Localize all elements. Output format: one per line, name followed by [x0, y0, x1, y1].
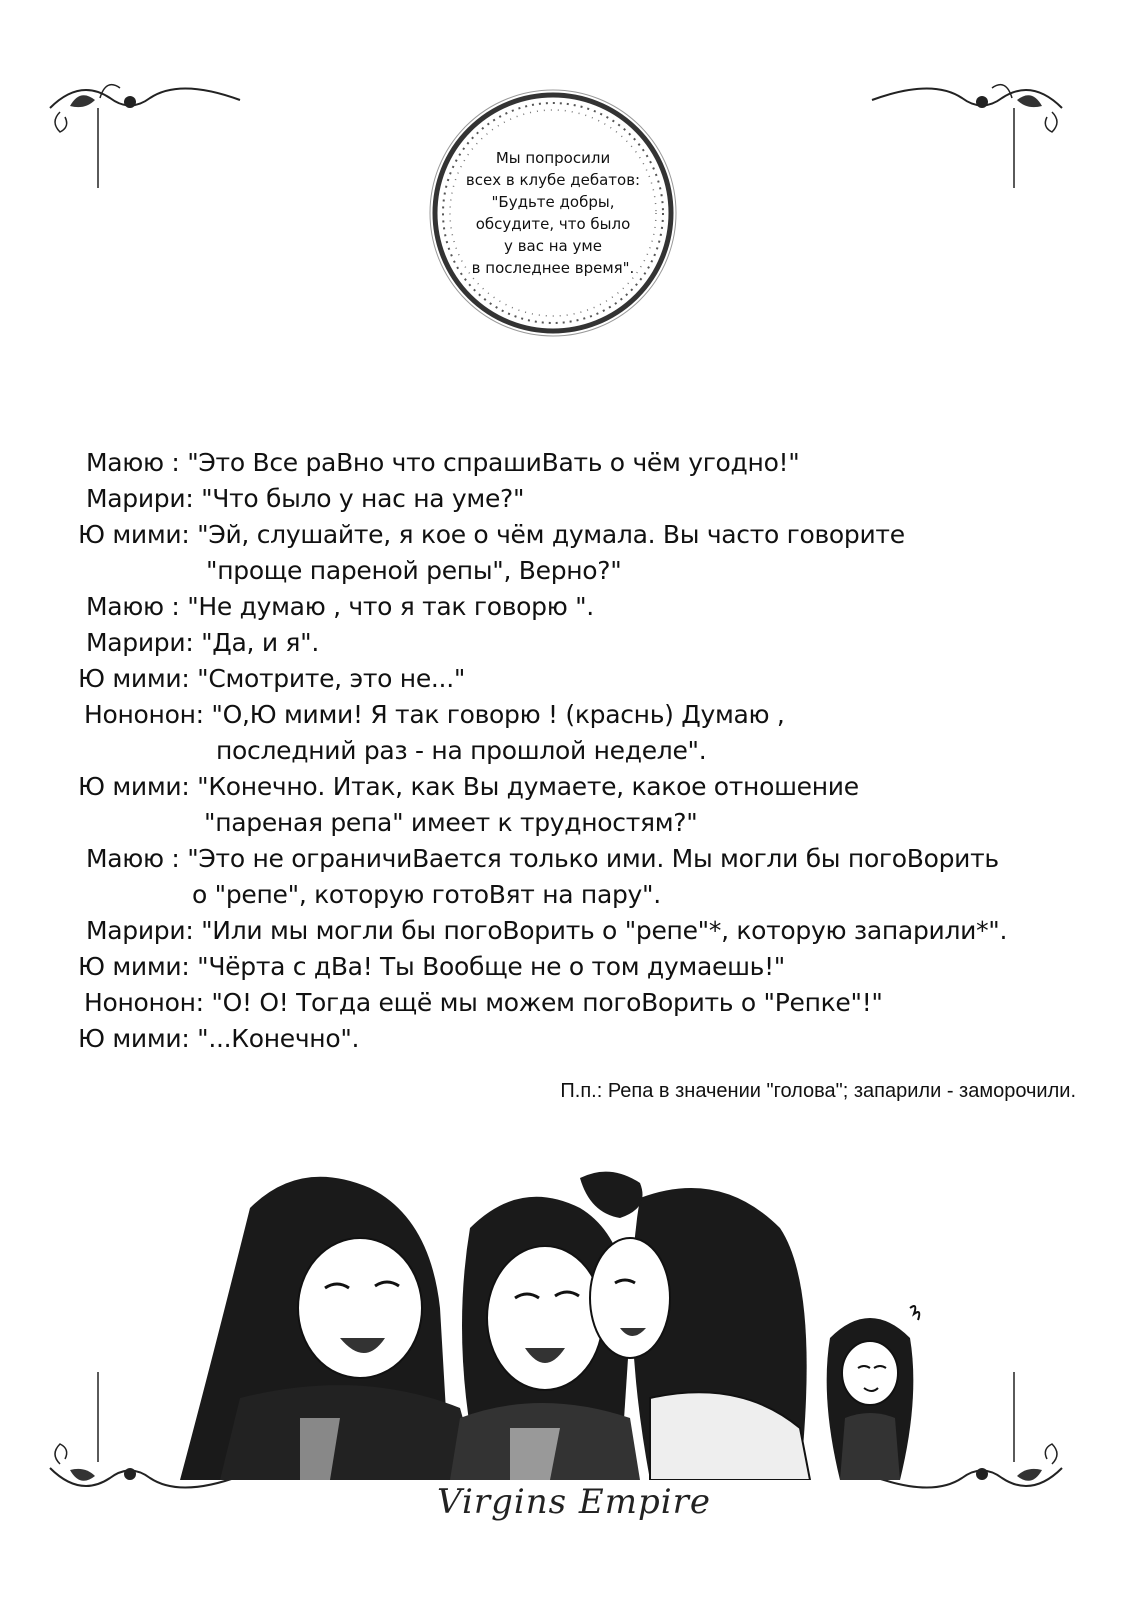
line-text: "пареная репа" имеет к трудностям?": [204, 808, 698, 837]
line-text: о "репе", которую готоВят на пару".: [192, 880, 661, 909]
dialogue-line: [78, 520, 905, 549]
dialogue-line: [78, 772, 859, 801]
medallion-line: всех в клубе дебатов:: [465, 171, 641, 189]
medallion-line: Мы попросили: [495, 149, 611, 167]
speaker-name: Маюю :: [86, 592, 188, 621]
medallion-line: у вас на уме: [504, 237, 602, 255]
dialogue-line: [84, 988, 883, 1017]
intro-medallion: [428, 84, 678, 342]
speaker-name: Ю мими:: [78, 952, 198, 981]
line-text: "Чёрта с дВа! Ты Вообще не о том думаешь!": [197, 952, 786, 981]
line-text: "Конечно. Итак, как Вы думаете, какое отношение: [197, 772, 859, 801]
speaker-name: Маюю :: [86, 448, 188, 477]
line-text: "Что было у нас на уме?": [201, 484, 525, 513]
dialogue-line: [216, 736, 706, 765]
speaker-name: Марири:: [86, 484, 202, 513]
line-text: "О! О! Тогда ещё мы можем погоВорить о "Репке"!": [211, 988, 883, 1017]
scanlation-logo: Virgins Empire: [437, 1482, 711, 1522]
medallion-line: "Будьте добры,: [491, 193, 615, 211]
speaker-name: Ю мими:: [78, 772, 198, 801]
medallion-text: [428, 84, 678, 342]
dialogue-line: [86, 484, 524, 513]
line-text: "...Конечно".: [197, 1024, 360, 1053]
medallion-line: обсудите, что было: [475, 215, 631, 233]
manga-illustration: [180, 1168, 960, 1480]
translator-note: П.п.: Репа в значении "голова"; запарили - заморочили.: [560, 1080, 1076, 1102]
dialogue-line: [86, 592, 594, 621]
dialogue-line: [86, 916, 1007, 945]
speaker-name: Маюю :: [86, 844, 188, 873]
line-text: "Или мы могли бы погоВорить о "репе"*, которую запарили*".: [201, 916, 1008, 945]
dialogue-line: [192, 880, 661, 909]
dialogue-line: [86, 844, 999, 873]
dialogue-line: [204, 808, 697, 837]
dialogue-line: [84, 700, 785, 729]
speaker-name: Марири:: [86, 916, 202, 945]
line-text: "Это не ограничиВается только ими. Мы могли бы погоВорить: [187, 844, 999, 873]
speaker-name: Ю мими:: [78, 1024, 198, 1053]
dialogue-line: [78, 952, 785, 981]
line-text: "Это Все раВно что спрашиВать о чём угодно!": [187, 448, 800, 477]
line-text: "Эй, слушайте, я кое о чём думала. Вы часто говорите: [197, 520, 905, 549]
line-text: "проще пареной репы", Верно?": [206, 556, 622, 585]
dialogue-line: [78, 1024, 359, 1053]
speaker-name: Марири:: [86, 628, 202, 657]
line-text: "О,Ю мими! Я так говорю ! (краснь) Думаю ,: [211, 700, 785, 729]
line-text: "Да, и я".: [201, 628, 320, 657]
speaker-name: Ю мими:: [78, 520, 198, 549]
dialogue-line: [206, 556, 621, 585]
dialogue-line: [78, 664, 465, 693]
characters-drawing: [180, 1168, 960, 1480]
line-text: последний раз - на прошлой неделе".: [216, 736, 707, 765]
corner-ornament-top-right: [862, 68, 1072, 188]
speaker-name: Нононон:: [84, 700, 212, 729]
dialogue-line: [86, 448, 799, 477]
speaker-name: Нононон:: [84, 988, 212, 1017]
line-text: "Не думаю , что я так говорю ".: [187, 592, 594, 621]
dialogue-line: [86, 628, 319, 657]
corner-ornament-top-left: [40, 68, 250, 188]
line-text: "Смотрите, это не...": [197, 664, 466, 693]
speaker-name: Ю мими:: [78, 664, 198, 693]
medallion-line: в последнее время".: [471, 259, 635, 277]
